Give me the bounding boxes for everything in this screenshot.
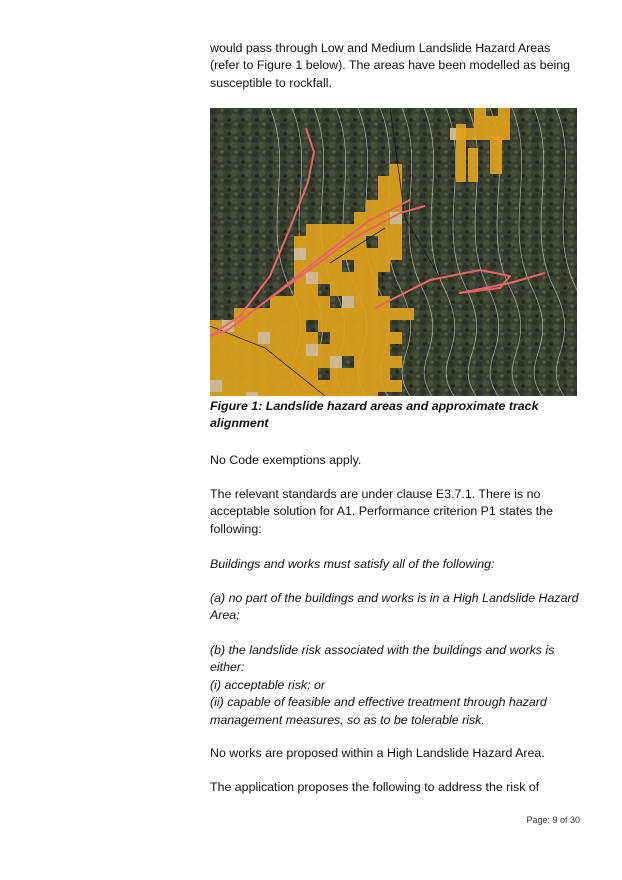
hazard-cell [378,344,390,356]
intro-text: would pass through Low and Medium Landslide Hazard Areas (refer to Figure 1 below). The areas have been modelled as being susceptible to rockfall. [210,41,570,90]
hazard-cell [306,296,318,308]
hazard-cell [258,368,270,380]
hazard-cell [306,224,318,236]
criterion-b-block [210,642,582,729]
hazard-cell [318,380,330,392]
hazard-cell [378,380,390,392]
hazard-cell [490,136,502,174]
hazard-cell [270,320,282,332]
hazard-cell [306,332,318,344]
hazard-cell [258,380,270,392]
hazard-cell [390,356,402,368]
hazard-cell [330,224,342,236]
criterion-intro: Buildings and works must satisfy all of the following: [210,557,495,571]
hazard-cell [354,356,366,368]
hazard-cell [306,272,318,284]
hazard-cell [318,296,330,308]
hazard-cell [294,236,306,248]
hazard-cell [294,308,306,320]
hazard-cell [294,296,306,308]
hazard-cell [306,356,318,368]
hazard-cell [354,308,366,320]
hazard-cell [390,236,402,248]
landslide-hazard-map [210,108,577,396]
hazard-cell [330,320,342,332]
hazard-cell [330,356,342,368]
hazard-cell [282,380,294,392]
hazard-cell [468,148,478,182]
hazard-cell [378,236,390,248]
hazard-cell [330,332,342,344]
standards-paragraph: The relevant standards are under clause E3.7.1. There is no acceptable solution for A1. Performance criterion P1 states the following: [210,487,553,536]
hazard-cell [366,248,378,260]
hazard-cell [294,332,306,344]
hazard-cell [306,308,318,320]
hazard-cell [342,272,354,284]
hazard-cell [354,248,366,260]
hazard-cell [354,212,366,224]
hazard-cell [330,284,342,296]
hazard-cell [294,356,306,368]
hazard-cell [378,332,390,344]
hazard-cell [270,344,282,356]
hazard-cell [342,344,354,356]
hazard-cell [318,308,330,320]
hazard-cell [234,356,246,368]
hazard-cell [390,380,402,392]
hazard-cell [378,320,390,332]
hazard-cell [210,344,222,356]
hazard-cell [246,380,258,392]
hazard-cell [246,344,258,356]
hazard-cell [366,392,378,396]
criterion-b-lead: (b) the landslide risk associated with the buildings and works is either: [210,643,555,675]
hazard-cell [390,332,402,344]
hazard-cell [306,392,318,396]
hazard-cell [366,260,378,272]
hazard-cell [246,320,258,332]
hazard-cell [318,344,330,356]
hazard-cell [354,380,366,392]
hazard-cell [366,332,378,344]
hazard-cell [246,368,258,380]
hazard-cell [318,224,330,236]
hazard-cell [354,272,366,284]
hazard-cell [306,248,318,260]
criterion-b-ii: (ii) capable of feasible and effective treatment through hazard management measures, so as to be tolerable risk. [210,695,547,727]
hazard-cell [294,380,306,392]
map-graphic [210,108,577,396]
hazard-cell [342,392,354,396]
hazard-cell [234,368,246,380]
hazard-cell [366,320,378,332]
hazard-cell [294,320,306,332]
hazard-cell [390,224,402,236]
hazard-cell [258,356,270,368]
hazard-cell [366,200,378,212]
hazard-cell [378,356,390,368]
hazard-cell [246,332,258,344]
hazard-cell [378,248,390,260]
hazard-cell [390,164,402,176]
hazard-cell [366,356,378,368]
hazard-cell [342,368,354,380]
hazard-cell [270,308,282,320]
hazard-cell [366,272,378,284]
hazard-cell [486,116,498,128]
criterion-b-i: (i) acceptable risk; or [210,677,325,692]
hazard-cell [342,380,354,392]
hazard-cell [342,308,354,320]
hazard-cell [474,108,486,116]
hazard-cell [330,392,342,396]
hazard-cell [378,368,390,380]
hazard-cell [342,332,354,344]
hazard-cell [378,224,390,236]
figure-caption: Figure 1: Landslide hazard areas and approximate track alignment [210,399,539,431]
hazard-cell [354,344,366,356]
hazard-cell [246,392,258,396]
hazard-cell [294,284,306,296]
hazard-cell [378,308,390,320]
hazard-cell [222,368,234,380]
hazard-cell [354,392,366,396]
hazard-cell [234,380,246,392]
hazard-cell [282,392,294,396]
hazard-cell [294,248,306,260]
hazard-cell [270,356,282,368]
hazard-cell [210,380,222,392]
hazard-cell [318,236,330,248]
hazard-cell [306,344,318,356]
hazard-cell [366,368,378,380]
page-number: Page: 9 of 30 [526,815,580,825]
exemptions-paragraph: No Code exemptions apply. [210,453,362,467]
hazard-cell [342,320,354,332]
hazard-cell [294,344,306,356]
hazard-cell [366,284,378,296]
hazard-cell [390,308,402,320]
hazard-cell [318,320,330,332]
hazard-cell [222,332,234,344]
hazard-cell [390,188,402,200]
hazard-cell [354,284,366,296]
hazard-cell [498,116,510,128]
hazard-cell [498,108,510,116]
hazard-cell [354,332,366,344]
hazard-cell [234,344,246,356]
hazard-cell [378,188,390,200]
hazard-cell [282,344,294,356]
hazard-cell [246,356,258,368]
hazard-cell [330,380,342,392]
hazard-cell [222,380,234,392]
hazard-cell [366,380,378,392]
hazard-cell [474,128,486,140]
hazard-cell [222,356,234,368]
hazard-cell [282,308,294,320]
hazard-cell [354,260,366,272]
hazard-cell [210,392,222,396]
hazard-cell [270,380,282,392]
hazard-cell [282,296,294,308]
hazard-cell [306,236,318,248]
hazard-cell [330,308,342,320]
hazard-cell [306,368,318,380]
hazard-cell [222,344,234,356]
hazard-cell [330,368,342,380]
hazard-cell [258,308,270,320]
hazard-cell [366,296,378,308]
hazard-cell [366,344,378,356]
hazard-cell [282,332,294,344]
criterion-a: (a) no part of the buildings and works is in a High Landslide Hazard Area; [210,591,579,623]
hazard-cell [270,368,282,380]
hazard-cell [210,368,222,380]
hazard-cell [354,296,366,308]
hazard-cell [402,308,414,320]
hazard-cell [282,320,294,332]
intro-paragraph [210,40,582,92]
hazard-cell [378,176,390,188]
hazard-cell [342,284,354,296]
hazard-cell [342,296,354,308]
hazard-cell [306,284,318,296]
hazard-cell [222,392,234,396]
hazard-cell [330,344,342,356]
hazard-cell [234,392,246,396]
hazard-cell [270,332,282,344]
hazard-cell [270,392,282,396]
hazard-cell [318,356,330,368]
hazard-cell [210,356,222,368]
hazard-cell [366,308,378,320]
hazard-cell [318,272,330,284]
hazard-cell [258,392,270,396]
application-paragraph: The application proposes the following to address the risk of [210,780,540,794]
hazard-cell [294,392,306,396]
hazard-cell [258,332,270,344]
hazard-cell [294,368,306,380]
hazard-cell [354,368,366,380]
hazard-cell [474,116,486,128]
hazard-cell [390,248,402,260]
hazard-cell [258,320,270,332]
hazard-cell [354,320,366,332]
hazard-cell [378,260,390,272]
no-works-paragraph: No works are proposed within a High Landslide Hazard Area. [210,746,545,760]
hazard-cell [330,272,342,284]
hazard-cell [456,124,466,182]
